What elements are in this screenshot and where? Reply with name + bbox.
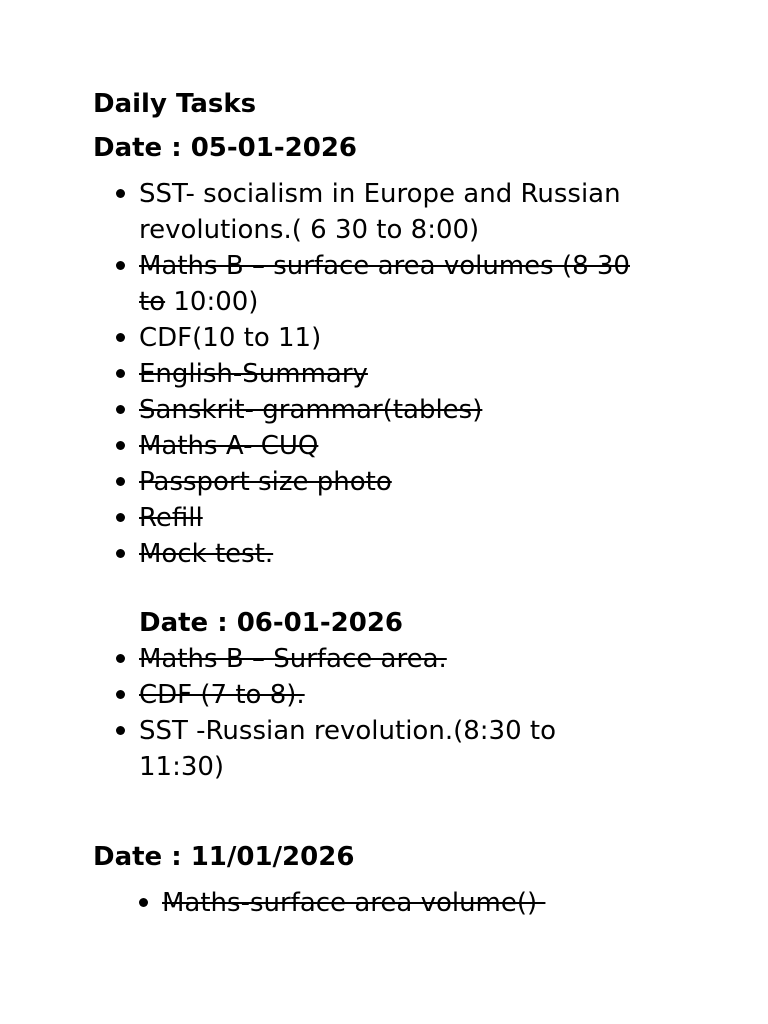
list-item [93, 464, 693, 500]
date-heading-1: Date : 05-01-2026 [93, 133, 357, 163]
list-item [93, 713, 693, 785]
list-item [93, 677, 693, 713]
list-item [93, 500, 693, 536]
task-text: SST- socialism in Europe and Russian revolutions.( 6 30 to 8:00) [139, 179, 621, 245]
task-list-1 [93, 176, 693, 572]
list-item [93, 356, 693, 392]
list-item [93, 641, 693, 677]
list-item [93, 176, 693, 248]
list-item [93, 392, 693, 428]
list-item [93, 248, 693, 320]
list-item [93, 536, 693, 572]
date-heading-2: Date : 06-01-2026 [139, 608, 403, 638]
task-text-struck: Maths B – surface area volumes (8 30 to [139, 251, 630, 317]
task-text: CDF(10 to 11) [139, 323, 322, 353]
list-item [93, 320, 693, 356]
task-text: Maths-surface area volume() [162, 888, 546, 918]
task-text: Sanskrit- grammar(tables) [139, 395, 483, 425]
date-heading-3: Date : 11/01/2026 [93, 842, 355, 872]
list-item [93, 428, 693, 464]
task-text-remaining: 10:00) [165, 287, 259, 317]
task-text: Refill [139, 503, 203, 533]
task-text [139, 248, 639, 320]
task-text: CDF (7 to 8). [139, 680, 305, 710]
task-text: Maths A- CUQ [139, 431, 319, 461]
task-text: SST -Russian revolution.(8:30 to 11:30) [139, 716, 556, 782]
task-list-3 [116, 885, 676, 921]
task-text: Passport size photo [139, 467, 392, 497]
list-item [116, 885, 676, 921]
document-title: Daily Tasks [93, 89, 257, 119]
task-text: Mock test. [139, 539, 274, 569]
task-text: Maths B – Surface area. [139, 644, 447, 674]
task-text: English-Summary [139, 359, 368, 389]
task-list-2 [93, 641, 693, 785]
